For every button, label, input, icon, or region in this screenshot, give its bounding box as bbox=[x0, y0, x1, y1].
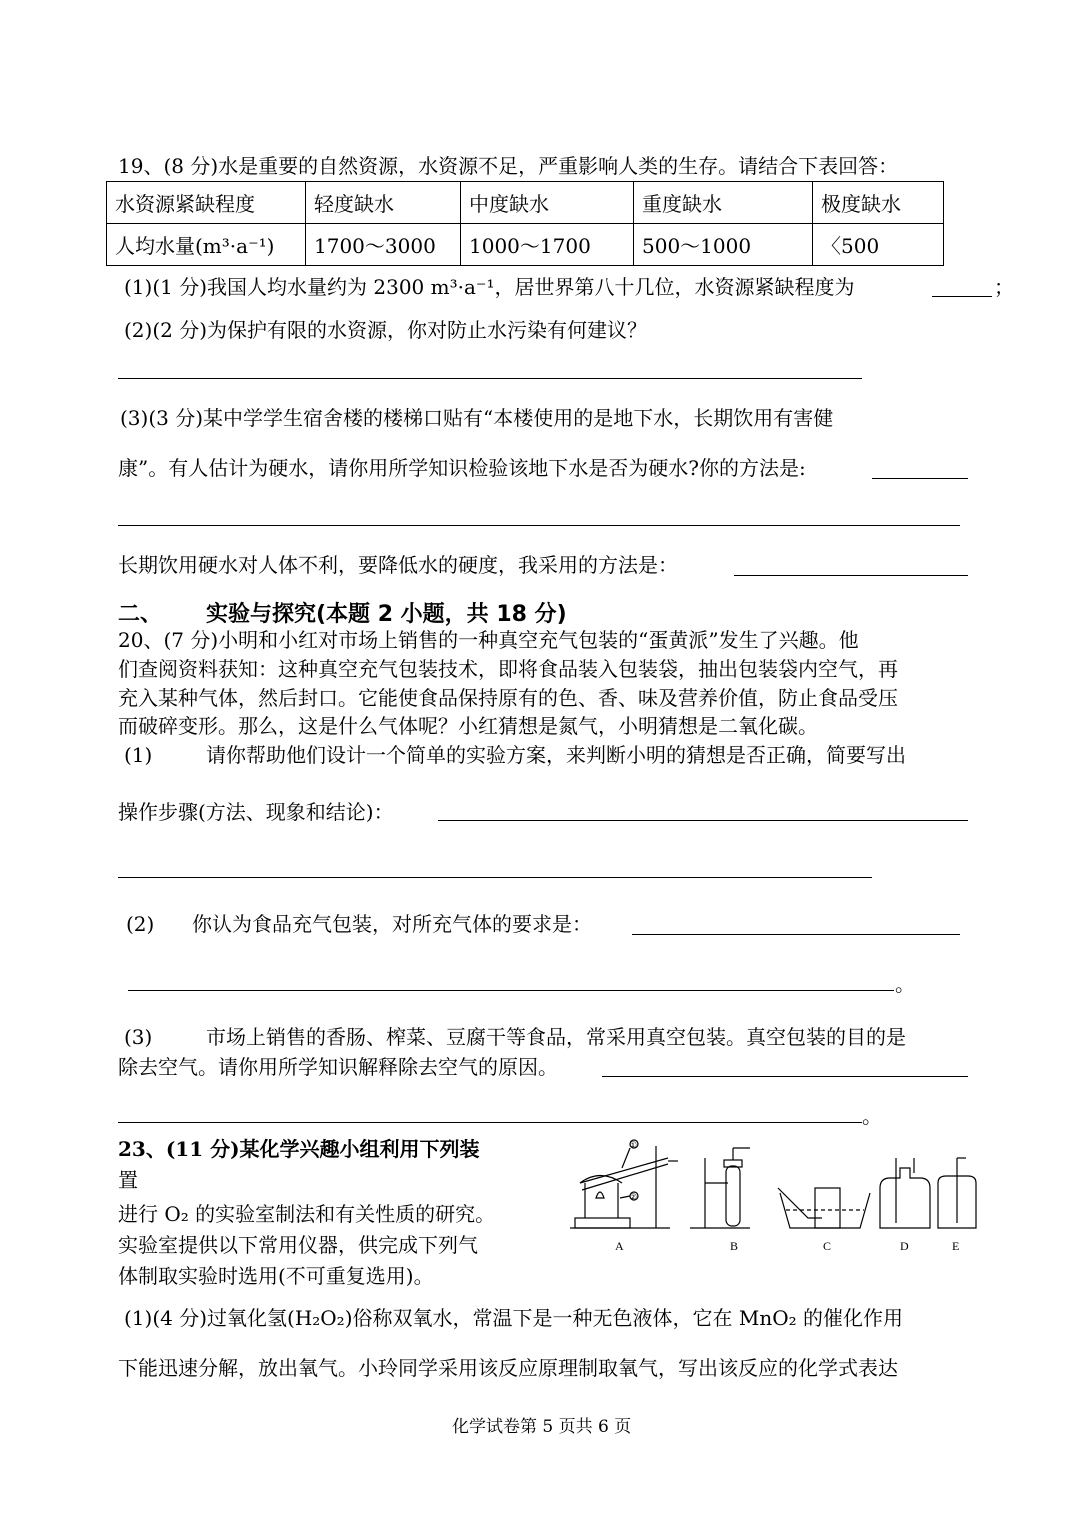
q20-intro-line: 们查阅资料获知：这种真空充气包装技术，即将食品装入包装袋，抽出包装袋内空气，再 bbox=[118, 657, 898, 681]
lab-apparatus-diagram bbox=[560, 1138, 980, 1258]
answer-line bbox=[118, 378, 862, 379]
table-row bbox=[107, 182, 944, 224]
q20-part2-end: 。 bbox=[895, 972, 915, 996]
answer-line bbox=[632, 934, 960, 935]
apparatus-d bbox=[880, 1158, 930, 1228]
q23-part1-line2: 下能迅速分解，放出氧气。小玲同学采用该反应原理制取氧气，写出该反应的化学式表达 bbox=[118, 1356, 898, 1380]
apparatus-a bbox=[570, 1140, 678, 1228]
table-header-cell: 轻度缺水 bbox=[306, 182, 461, 224]
q20-part1-line1: 请你帮助他们设计一个简单的实验方案，来判断小明的猜想是否正确，简要写出 bbox=[206, 743, 906, 767]
table-row bbox=[107, 224, 944, 266]
q20-part3-line2: 除去空气。请你用所学知识解释除去空气的原因。 bbox=[118, 1055, 558, 1079]
table-header-cell: 极度缺水 bbox=[813, 182, 944, 224]
table-row-label: 人均水量(m³·a⁻¹) bbox=[107, 224, 306, 266]
q20-part2: 你认为食品充气包装，对所充气体的要求是： bbox=[192, 912, 592, 936]
page-footer: 化学试卷第 5 页共 6 页 bbox=[452, 1417, 632, 1437]
apparatus-label: C bbox=[823, 1239, 832, 1253]
callout-marker: ② bbox=[629, 1192, 638, 1202]
q19-part3-line1: (3)(3 分)某中学学生宿舍楼的楼梯口贴有“本楼使用的是地下水，长期饮用有害健 bbox=[120, 406, 834, 430]
apparatus-label: E bbox=[952, 1239, 960, 1253]
answer-line bbox=[118, 1122, 862, 1123]
q20-part1-number: (1) bbox=[124, 743, 153, 767]
q20-part1-line2: 操作步骤(方法、现象和结论)： bbox=[118, 800, 394, 824]
apparatus-label: A bbox=[615, 1239, 624, 1253]
apparatus-label: B bbox=[730, 1239, 739, 1253]
q20-intro-line: 而破碎变形。那么，这是什么气体呢？小红猜想是氮气，小明猜想是二氧化碳。 bbox=[118, 714, 818, 738]
answer-line bbox=[932, 296, 992, 297]
answer-line bbox=[128, 990, 894, 991]
apparatus-c bbox=[778, 1188, 870, 1228]
apparatus-e bbox=[938, 1158, 976, 1228]
table-cell: 500～1000 bbox=[634, 224, 813, 266]
answer-line bbox=[118, 877, 872, 878]
q20-part3-end: 。 bbox=[862, 1104, 882, 1128]
q19-part1: (1)(1 分)我国人均水量约为 2300 m³·a⁻¹，居世界第八十几位，水资源紧缺程度为 bbox=[124, 275, 855, 299]
q19-part1-end: ； bbox=[994, 275, 1014, 299]
q20-part3-line1: 市场上销售的香肠、榨菜、豆腐干等食品，常采用真空包装。真空包装的目的是 bbox=[206, 1025, 906, 1049]
table-header-cell: 重度缺水 bbox=[634, 182, 813, 224]
q23-intro-line: 置 bbox=[118, 1168, 138, 1192]
table-header-cell: 中度缺水 bbox=[461, 182, 634, 224]
water-resource-table bbox=[106, 181, 944, 266]
q19-part3-line2: 康”。有人估计为硬水，请你用所学知识检验该地下水是否为硬水?你的方法是: bbox=[118, 456, 806, 480]
q20-part2-number: (2) bbox=[126, 912, 155, 936]
q19-header: 19、(8 分)水是重要的自然资源，水资源不足，严重影响人类的生存。请结合下表回答： bbox=[118, 154, 899, 178]
answer-line bbox=[734, 575, 968, 576]
q20-intro-line: 充入某种气体，然后封口。它能使食品保持原有的色、香、味及营养价值，防止食品受压 bbox=[118, 686, 898, 710]
table-cell: 〈500 bbox=[813, 224, 944, 266]
q20-part3-number: (3) bbox=[124, 1025, 153, 1049]
answer-line bbox=[872, 478, 968, 479]
q19-part3-line3: 长期饮用硬水对人体不利，要降低水的硬度，我采用的方法是： bbox=[118, 553, 678, 577]
apparatus-label: D bbox=[900, 1239, 909, 1253]
answer-line bbox=[602, 1076, 968, 1077]
table-cell: 1700～3000 bbox=[306, 224, 461, 266]
q19-part2: (2)(2 分)为保护有限的水资源，你对防止水污染有何建议？ bbox=[124, 318, 648, 342]
table-header-cell: 水资源紧缺程度 bbox=[107, 182, 306, 224]
section-number: 二、 bbox=[118, 602, 163, 627]
apparatus-b bbox=[690, 1148, 750, 1228]
q23-intro-line: 体制取实验时选用(不可重复选用)。 bbox=[118, 1264, 434, 1288]
table-cell: 1000～1700 bbox=[461, 224, 634, 266]
q23-intro-line: 23、(11 分)某化学兴趣小组利用下列装 bbox=[118, 1137, 480, 1161]
q23-intro-line: 实验室提供以下常用仪器，供完成下列气 bbox=[118, 1233, 478, 1257]
section-title: 实验与探究(本题 2 小题，共 18 分) bbox=[206, 602, 567, 627]
answer-line bbox=[438, 820, 968, 821]
answer-line bbox=[118, 525, 960, 526]
q23-part1-line1: (1)(4 分)过氧化氢(H₂O₂)俗称双氧水，常温下是一种无色液体，它在 MnO₂ 的催化作用 bbox=[124, 1306, 903, 1330]
callout-marker: ① bbox=[629, 1140, 638, 1150]
q20-intro-line: 20、(7 分)小明和小红对市场上销售的一种真空充气包装的“蛋黄派”发生了兴趣。他 bbox=[118, 628, 859, 652]
q23-intro-line: 进行 O₂ 的实验室制法和有关性质的研究。 bbox=[118, 1202, 496, 1226]
